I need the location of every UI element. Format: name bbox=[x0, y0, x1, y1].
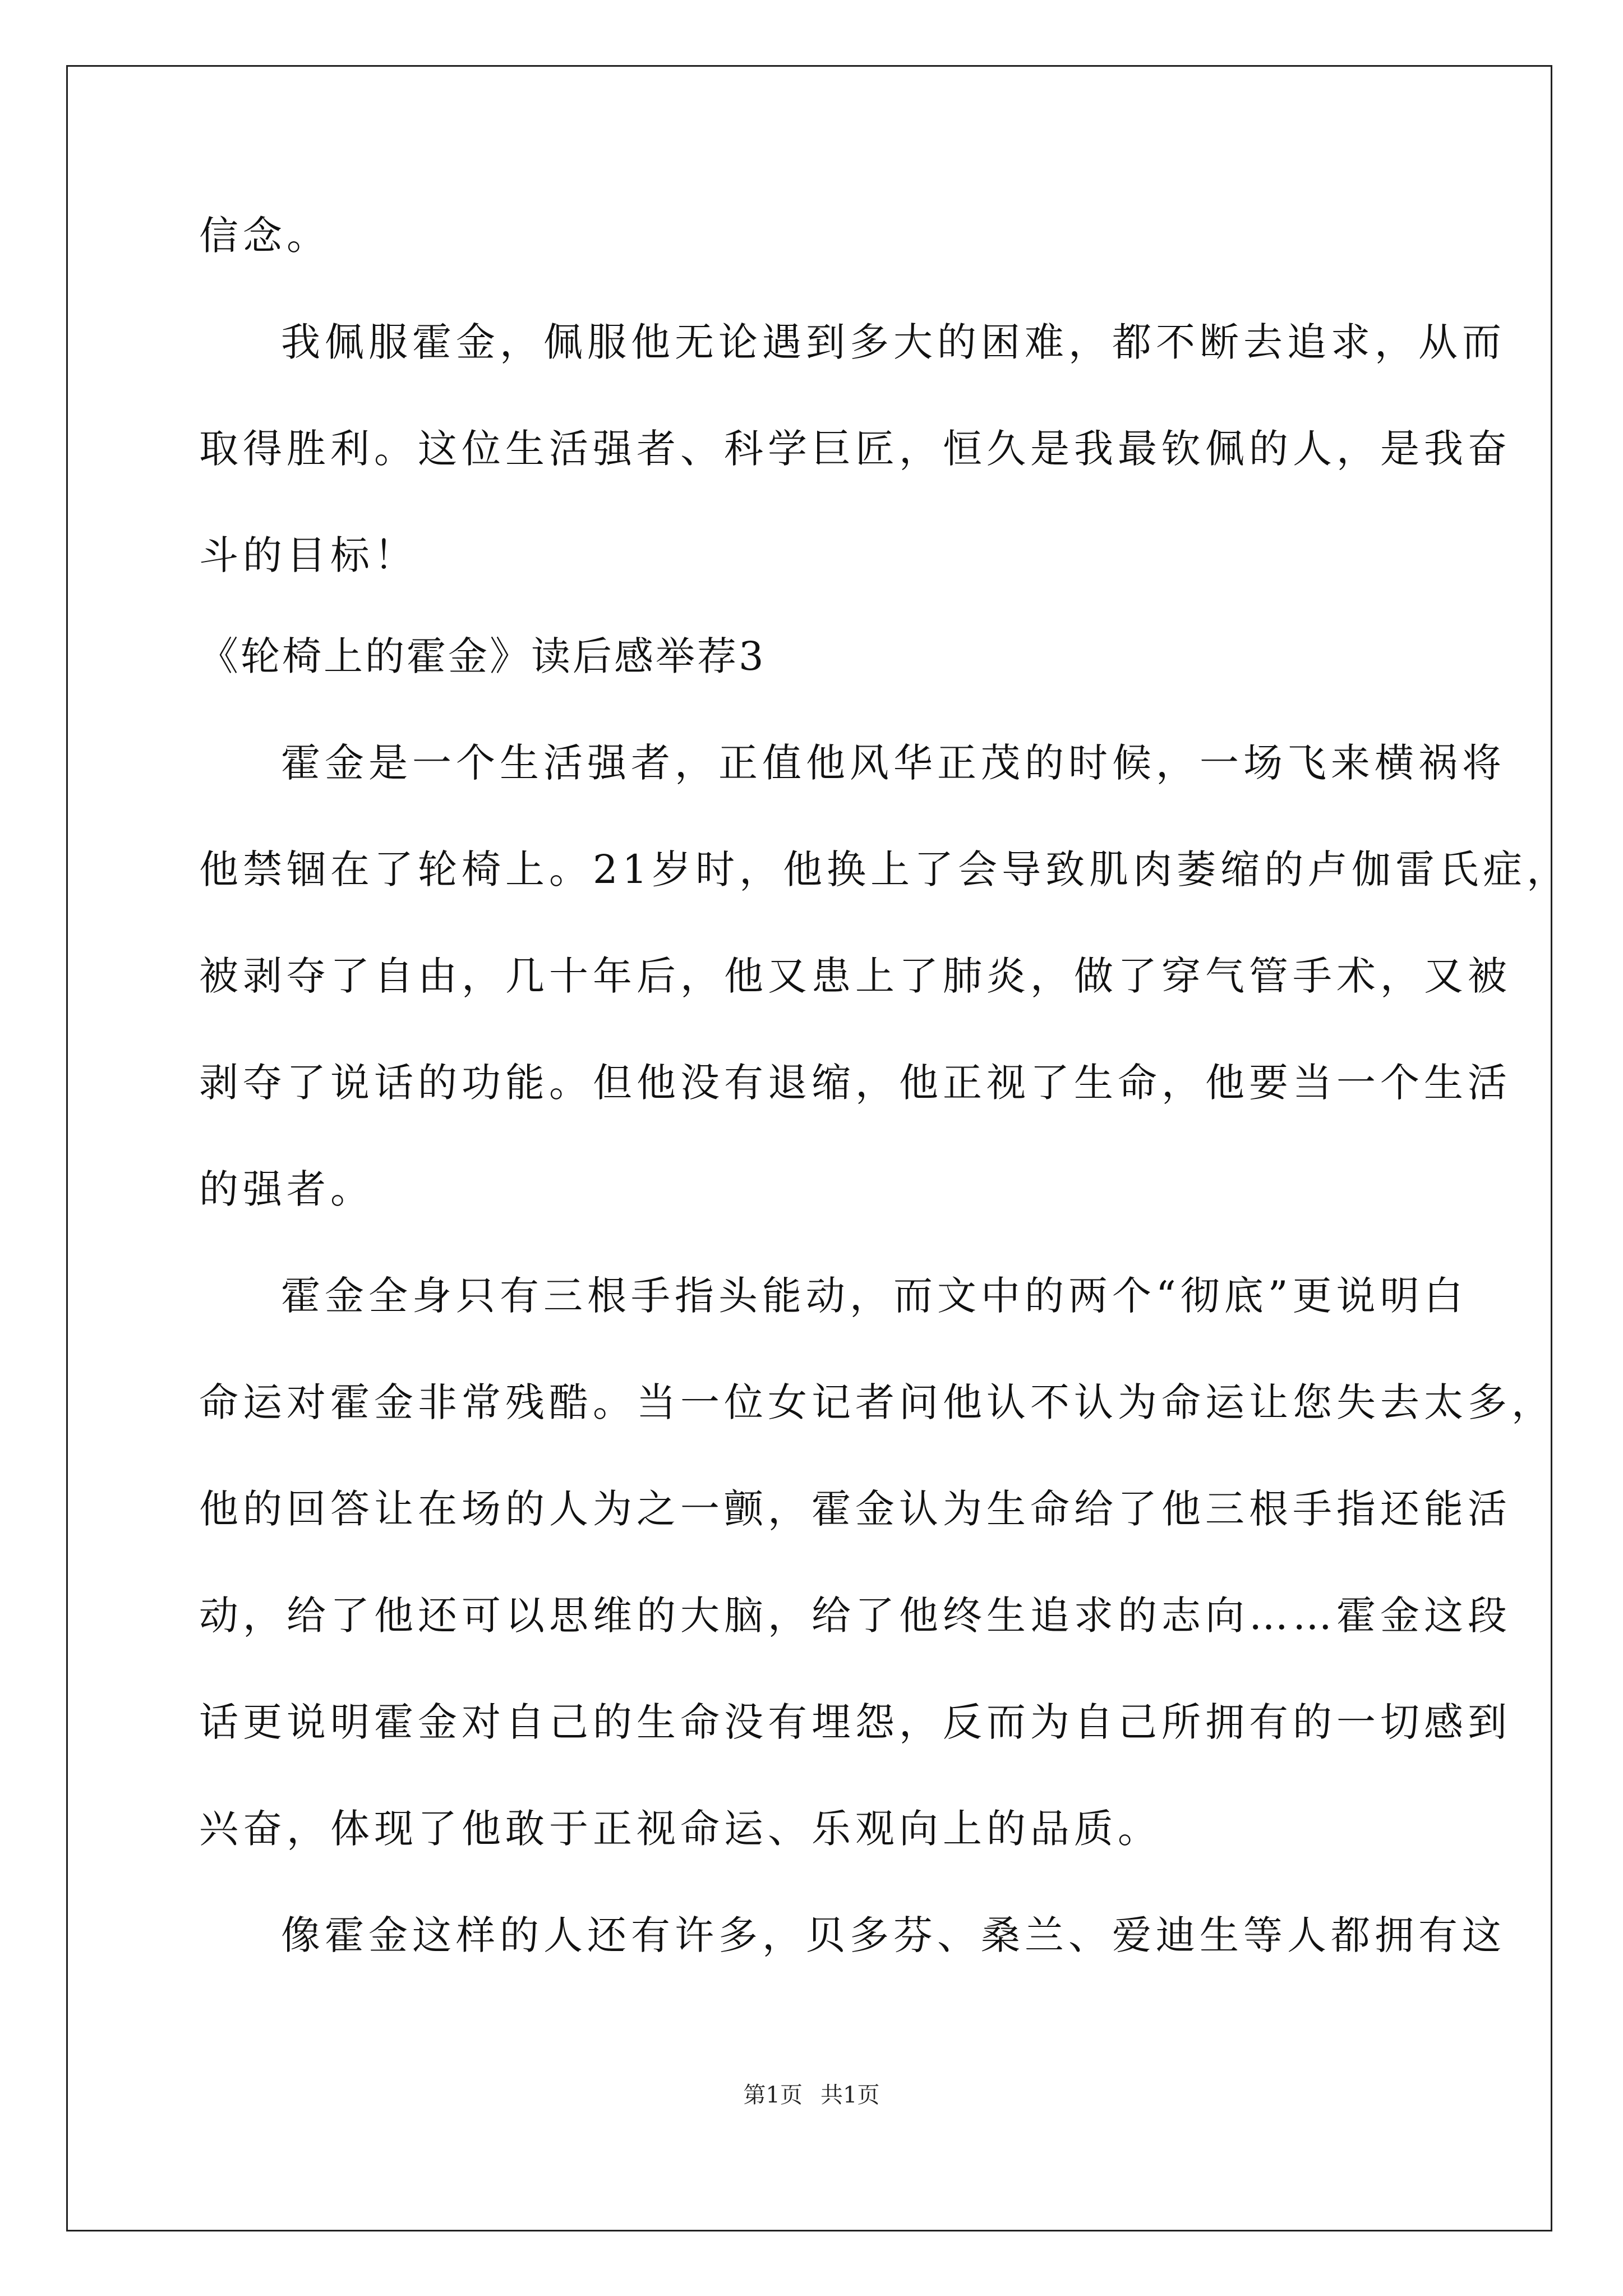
section-title: 《轮椅上的霍金》读后感举荐3 bbox=[199, 633, 766, 679]
text-line: 话更说明霍金对自己的生命没有埋怨，反而为自己所拥有的一切感到 bbox=[199, 1699, 1511, 1745]
text-line: 兴奋，体现了他敢于正视命运、乐观向上的品质。 bbox=[199, 1806, 1161, 1852]
text-line: 取得胜利。这位生活强者、科学巨匠，恒久是我最钦佩的人，是我奋 bbox=[199, 426, 1511, 472]
text-line: 命运对霍金非常残酷。当一位女记者问他认不认为命运让您失去太多， bbox=[199, 1379, 1555, 1425]
text-line: 信念。 bbox=[199, 213, 330, 259]
text-line: 动，给了他还可以思维的大脑，给了他终生追求的志向……霍金这段 bbox=[199, 1593, 1511, 1639]
text-line: 他禁锢在了轮椅上。21岁时，他换上了会导致肌肉萎缩的卢伽雷氏症， bbox=[199, 846, 1571, 892]
text-line: 剥夺了说话的功能。但他没有退缩，他正视了生命，他要当一个生活 bbox=[199, 1060, 1511, 1106]
page-border bbox=[66, 65, 1552, 2231]
page-number: 第1页 bbox=[743, 2082, 803, 2108]
text-line: 的强者。 bbox=[199, 1166, 374, 1212]
page-total: 共1页 bbox=[820, 2082, 880, 2108]
text-line: 霍金是一个生活强者，正值他风华正茂的时候，一场飞来横祸将 bbox=[281, 740, 1506, 786]
text-line: 他的回答让在场的人为之一颤，霍金认为生命给了他三根手指还能活 bbox=[199, 1486, 1511, 1532]
text-line: 斗的目标！ bbox=[199, 532, 418, 578]
text-line: 霍金全身只有三根手指头能动，而文中的两个“彻底”更说明白 bbox=[281, 1273, 1468, 1319]
text-line: 像霍金这样的人还有许多，贝多芬、桑兰、爱迪生等人都拥有这 bbox=[281, 1912, 1506, 1958]
text-line: 被剥夺了自由，几十年后，他又患上了肺炎，做了穿气管手术，又被 bbox=[199, 953, 1511, 999]
page-footer bbox=[0, 2078, 1623, 2112]
text-line: 我佩服霍金，佩服他无论遇到多大的困难，都不断去追求，从而 bbox=[281, 319, 1506, 365]
